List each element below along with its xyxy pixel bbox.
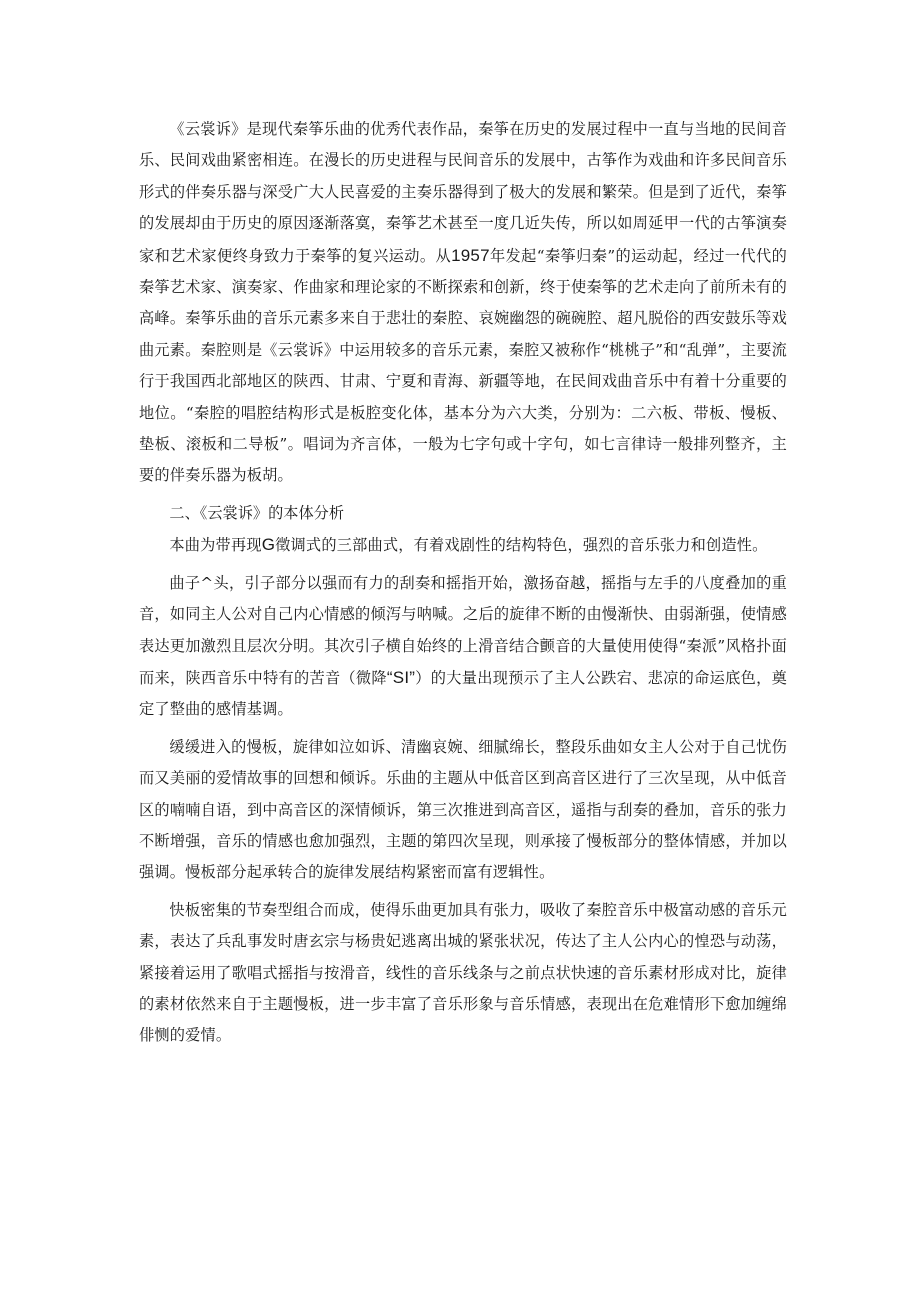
paragraph-introduction <box>139 568 787 726</box>
paragraph-slow-section: 缓缓进入的慢板，旋律如泣如诉、清幽哀婉、细腻绵长，整段乐曲如女主人公对于自己忧伤而又美丽的爱情故事的回想和倾诉。乐曲的主题从中低音区到高音区进行了三次呈现，从中低音区的喃喃自语，到中高音区的深情倾诉，第三次推进到高音区，遥指与刮奏的叠加，音乐的张力不断增强，音乐的情感也愈加强烈，主题的第四次呈现，则承接了慢板部分的整体情感，并加以强调。慢板部分起承转合的旋律发展结构紧密而富有逻辑性。 <box>139 737 787 882</box>
paragraph-qin-zheng-history <box>139 114 787 492</box>
document-page <box>139 114 787 1052</box>
key-letter: G <box>261 535 276 555</box>
paragraph-text: 年发起“秦筝归秦”的运动起，经过一代代的秦筝艺术家、演奏家、作曲家和理论家的不断探索和创新，终于使秦筝的艺术走向了前所未有的高峰。秦筝乐曲的音乐元素多来自于悲壮的秦腔、哀婉幽怨的碗碗腔、超凡脱俗的西安鼓乐等戏曲元素。秦腔则是《云裳诉》中运用较多的音乐元素，秦腔又被称作“桃桃子”和“乱弹”，主要流行于我国西北部地区的陕西、甘肃、宁夏和青海、新疆等地，在民间戏曲音乐中有着十分重要的地位。“秦腔的唱腔结构形式是板腔变化体，基本分为六大类，分别为：二六板、带板、慢板、垫板、滚板和二导板”。唱词为齐言体，一般为七字句或十字句，如七言律诗一般排列整齐，主要的伴奏乐器为板胡。 <box>139 246 787 485</box>
paragraph-fast-section: 快板密集的节奏型组合而成，使得乐曲更加具有张力，吸收了秦腔音乐中极富动感的音乐元素，表达了兵乱事发时唐玄宗与杨贵妃逃离出城的紧张状况，传达了主人公内心的惶恐与动荡，紧接着运用了歌唱式摇指与按滑音，线性的音乐线条与之前点状快速的音乐素材形成对比，旋律的素材依然来自于主题慢板，进一步丰富了音乐形象与音乐情感，表现出在危难情形下愈加缠绵俳恻的爱情。 <box>139 900 787 1045</box>
paragraph-text: 徵调式的三部曲式，有着戏剧性的结构特色，强烈的音乐张力和创造性。 <box>275 536 768 555</box>
year-number: 1957 <box>451 245 490 265</box>
paragraph-text: 本曲为带再现 <box>169 536 262 555</box>
paragraph-text: 曲子^头，引子部分以强而有力的刮奏和摇指开始，激扬奋越，摇指与左手的八度叠加的重音，如同主人公对自己内心情感的倾泻与呐喊。之后的旋律不断的由慢渐快、由弱渐强，使情感表达更加激烈且层次分明。其次引子横自始终的上滑音结合颤音的大量使用使得“秦派”风格扑面而来，陕西音乐中特有的苦音（微降 <box>139 573 787 687</box>
paragraph-text: ）的大量出现预示了主人公跌宕、悲凉的命运底色，奠定了整曲的感情基调。 <box>139 668 787 719</box>
note-name: “SI” <box>386 667 416 687</box>
paragraph-text: 《云裳诉》是现代秦筝乐曲的优秀代表作品，秦筝在历史的发展过程中一直与当地的民间音乐、民间戏曲紧密相连。在漫长的历史进程与民间音乐的发展中，古筝作为戏曲和许多民间音乐形式的伴奏乐器与深受广大人民喜爱的主奏乐器得到了极大的发展和繁荣。但是到了近代，秦筝的发展却由于历史的原因逐渐落寞，秦筝艺术甚至一度几近失传，所以如周延甲一代的古筝演奏家和艺术家便终身致力于秦筝的复兴运动。从 <box>139 120 787 265</box>
paragraph-form-structure <box>139 529 787 561</box>
section-heading: 二、《云裳诉》的本体分析 <box>169 503 345 522</box>
